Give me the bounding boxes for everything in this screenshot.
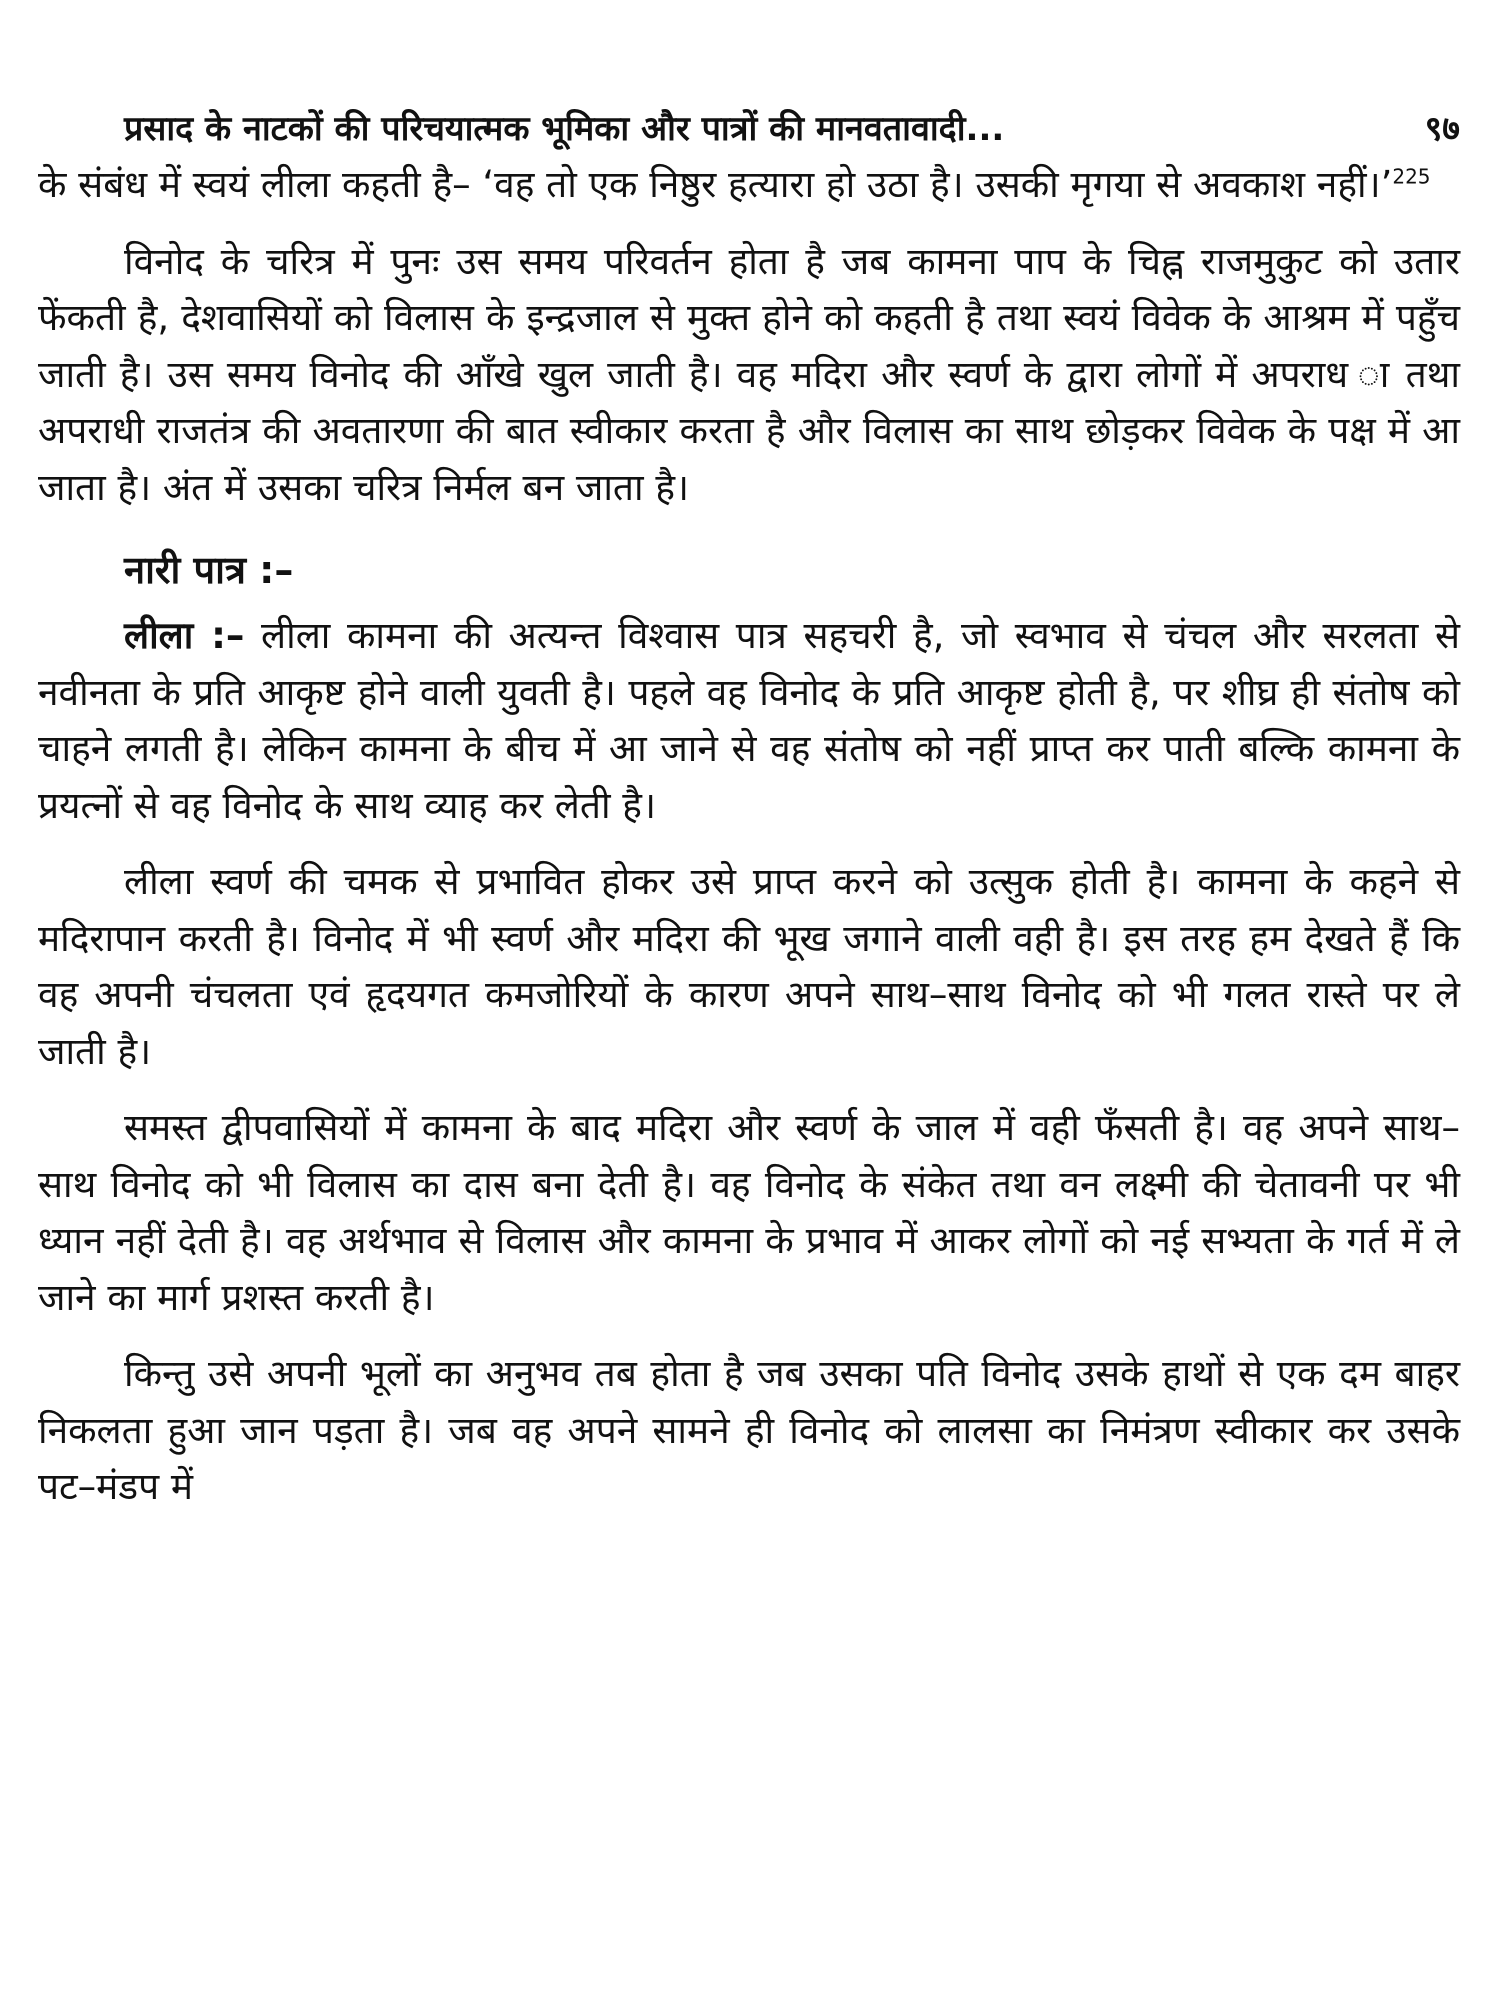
running-title: प्रसाद के नाटकों की परिचयात्मक भूमिका और पात्रों की मानवतावादी... (124, 109, 1005, 149)
footnote-marker: 225 (1392, 164, 1431, 189)
paragraph-islanders: समस्त द्वीपवासियों में कामना के बाद मदिरा और स्वर्ण के जाल में वही फँसती है। वह अपने साथ–साथ विनोद को भी विलास का दास बना देती है। वह विनोद के संकेत तथा वन लक्ष्मी की चेतावनी पर भी ध्यान नहीं देती है। वह अर्थभाव से विलास और कामना के प्रभाव में आकर लोगों को नई सभ्यता के गर्त में ले जाने का मार्ग प्रशस्त करती है। (38, 1106, 1460, 1319)
section-heading: नारी पात्र :– (124, 548, 294, 592)
page-number: ९७ (1424, 109, 1460, 149)
paragraph-realization: किन्तु उसे अपनी भूलों का अनुभव तब होता है जब उसका पति विनोद उसके हाथों से एक दम बाहर निकलता हुआ जान पड़ता है। जब वह अपने सामने ही विनोद को लालसा का निमंत्रण स्वीकार कर उसके पट–मंडप में (38, 1352, 1460, 1508)
paragraph-vinod-change: विनोद के चरित्र में पुनः उस समय परिवर्तन होता है जब कामना पाप के चिह्न राजमुकुट को उतार फेंकती है, देशवासियों को विलास के इन्द्रजाल से मुक्त होने को कहती है तथा स्वयं विवेक के आश्रम में पहुँच जाती है। उस समय विनोद की आँखे खुल जाती है। वह मदिरा और स्वर्ण के द्वारा लोगों में अपराध ा तथा अपराधी राजतंत्र की अवतारणा की बात स्वीकार करता है और विलास का साथ छोड़कर विवेक के पक्ष में आ जाता है। अंत में उसका चरित्र निर्मल बन जाता है। (38, 239, 1460, 509)
paragraph-text: लीला कामना की अत्यन्त विश्वास पात्र सहचरी है, जो स्वभाव से चंचल और सरलता से नवीनता के प्रति आकृष्ट होने वाली युवती है। पहले वह विनोद के प्रति आकृष्ट होती है, पर शीघ्र ही संतोष को चाहने लगती है। लेकिन कामना के बीच में आ जाने से वह संतोष को नहीं प्राप्त कर पाती बल्कि कामना के प्रयत्नों से वह विनोद के साथ व्याह कर लेती है। (38, 614, 1461, 827)
running-header (38, 105, 1460, 153)
paragraph-lead-term: लीला :– (124, 614, 245, 657)
paragraph-leela-intro (38, 608, 1460, 834)
book-page (38, 105, 1460, 1516)
paragraph-text: के संबंध में स्वयं लीला कहती है– ‘वह तो एक निष्ठुर हत्यारा हो उठा है। उसकी मृगया से अवकाश नहीं।’ (38, 163, 1393, 206)
paragraph-leela-gold: लीला स्वर्ण की चमक से प्रभावित होकर उसे प्राप्त करने को उत्सुक होती है। कामना के कहने से मदिरापान करती है। विनोद में भी स्वर्ण और मदिरा की भूख जगाने वाली वही है। इस तरह हम देखते हैं कि वह अपनी चंचलता एवं हृदयगत कमजोरियों के कारण अपने साथ–साथ विनोद को भी गलत रास्ते पर ले जाती है। (38, 860, 1460, 1073)
paragraph-continuation (38, 157, 1460, 214)
